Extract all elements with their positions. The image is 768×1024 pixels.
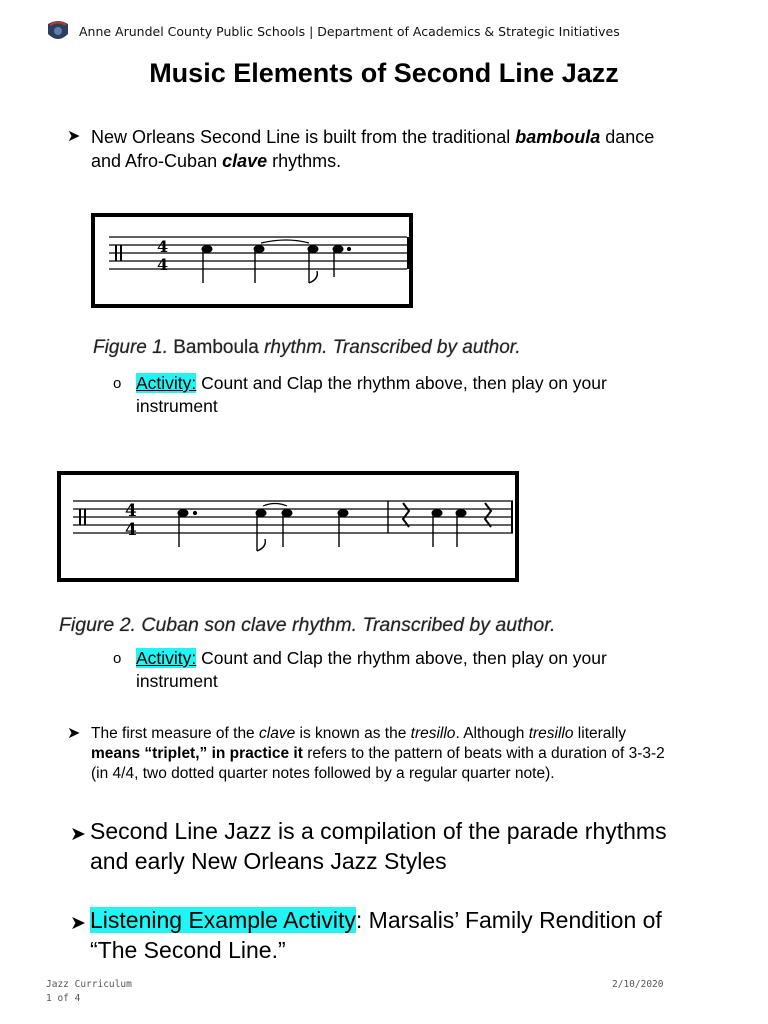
bullet-intro-line1: New Orleans Second Line is built from the traditional bamboula dance	[91, 127, 655, 147]
figure2-staff-image	[57, 471, 519, 582]
figure1-staff-image	[91, 213, 413, 308]
figure2-time-top: 4	[125, 501, 137, 521]
right-arrow-bullet-icon: ➤	[70, 824, 86, 845]
activity2-text: Count and Clap the rhythm above, then play on your	[196, 648, 607, 668]
activity1-label: Activity:	[136, 373, 197, 393]
bullet-listening-example	[70, 905, 760, 967]
figure2-caption: Figure 2. Cuban son clave rhythm. Transcribed by author.	[59, 614, 556, 636]
header-org-text: Anne Arundel County Public Schools | Department of Academics & Strategic Initiatives	[79, 24, 620, 39]
figure2-time-bottom: 4	[125, 520, 137, 540]
right-arrow-bullet-icon: ➤	[70, 913, 86, 934]
activity1-item	[113, 372, 713, 418]
school-seal-logo-icon	[46, 18, 70, 44]
figure1-notation	[95, 217, 409, 304]
activity2-text-line2: instrument	[136, 671, 218, 691]
listening-activity-highlight: Listening Example Activity	[90, 907, 356, 933]
figure1-time-bottom: 4	[157, 255, 169, 274]
bullet-second-line-jazz	[70, 816, 760, 878]
circle-bullet-icon: o	[113, 375, 122, 392]
activity1-text: Count and Clap the rhythm above, then play on your	[196, 373, 607, 393]
activity1-text-line2: instrument	[136, 396, 218, 416]
bullet-second-line-jazz-line2: and early New Orleans Jazz Styles	[90, 848, 447, 874]
bullet-intro-line2: and Afro-Cuban clave rhythms.	[91, 151, 342, 171]
figure1-caption: Figure 1. Bamboula rhythm. Transcribed by author.	[93, 337, 521, 358]
bullet-listening-line2: “The Second Line.”	[90, 937, 286, 963]
page-title: Music Elements of Second Line Jazz	[149, 58, 619, 88]
circle-bullet-icon: o	[113, 650, 122, 667]
bullet-tresillo-line2: means “triplet,” in practice it refers to the pattern of beats with a duration of 3-3-2	[91, 745, 665, 762]
bullet-second-line-jazz-line1: Second Line Jazz is a compilation of the parade rhythms	[90, 818, 667, 844]
bullet-intro	[67, 125, 747, 175]
bullet-tresillo-line1: The first measure of the clave is known as the tresillo. Although tresillo literally	[91, 725, 627, 742]
footer-course: Jazz Curriculum	[46, 979, 132, 990]
footer-page-number: 1 of 4	[46, 993, 81, 1004]
footer-date: 2/10/2020	[612, 979, 664, 990]
activity2-label: Activity:	[136, 648, 197, 668]
bullet-listening-line1: Listening Example Activity: Marsalis’ Family Rendition of	[90, 907, 662, 933]
bullet-tresillo-line3: (in 4/4, two dotted quarter notes followed by a regular quarter note).	[91, 765, 555, 782]
right-arrow-bullet-icon: ➤	[67, 725, 81, 742]
page-header	[46, 18, 746, 46]
right-arrow-bullet-icon: ➤	[67, 128, 81, 145]
bullet-tresillo	[67, 724, 747, 786]
figure1-time-top: 4	[157, 237, 169, 256]
activity2-item	[113, 647, 713, 693]
figure2-notation	[61, 475, 515, 578]
